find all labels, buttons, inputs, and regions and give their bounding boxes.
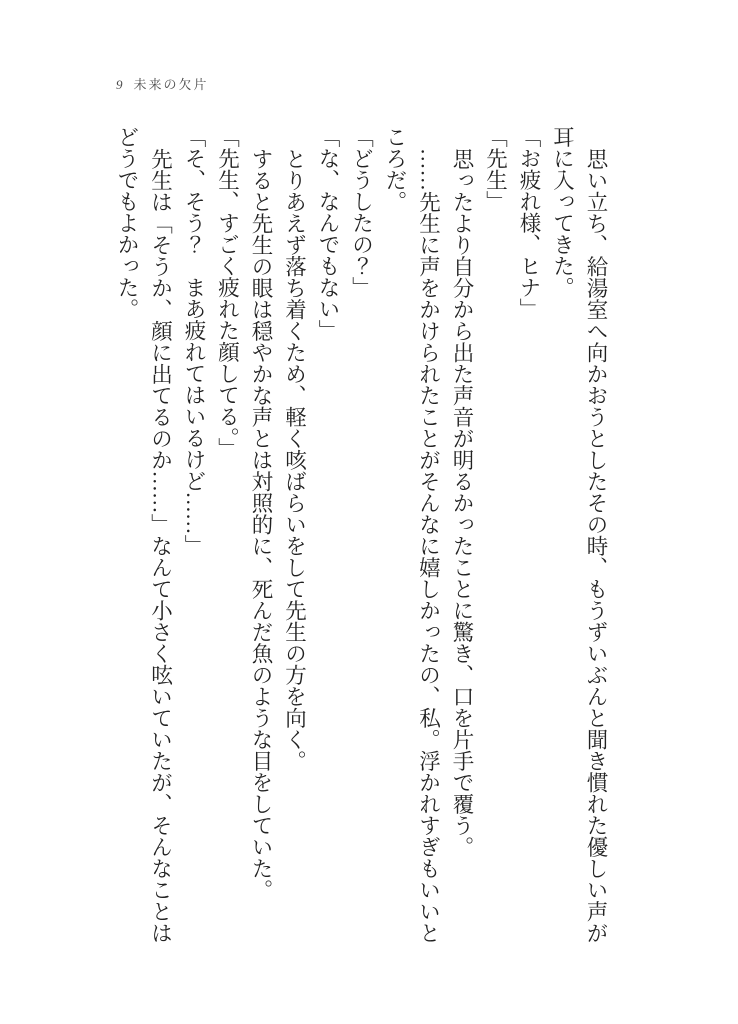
paragraph-4: 思ったより自分から出た声音が明るかったことに驚き、口を片手で覆う。 xyxy=(450,147,474,857)
paragraph-5: ……先生に声をかけられたことがそんなに嬉しかったの、私。浮かれすぎもいいところだ。 xyxy=(383,126,441,943)
paragraph-9: すると先生の眼は穏やかな声とは対照的に、死んだ魚のような目をしていた。 xyxy=(249,147,273,900)
paragraph-3: 「先生」 xyxy=(483,126,508,212)
paragraph-6: 「どうしたの？」 xyxy=(349,126,374,298)
paragraph-8: とりあえず落ち着くため、軽く咳ばらいをして先生の方を向く。 xyxy=(282,147,307,771)
running-header xyxy=(116,74,209,93)
page-body-text xyxy=(110,126,613,944)
paragraph-11: 「そ、そう？ まあ疲れてはいるけど……」 xyxy=(182,126,206,556)
page-number: 9 xyxy=(116,77,123,92)
paragraph-12: 先生は「そうか、顔に出てるのか……」なんて小さく呟いていたが、そんなことはどうでもよかった。 xyxy=(115,126,173,943)
paragraph-1: 思い立ち、給湯室へ向かおうとしたその時、もうずいぶんと聞き慣れた優しい声が耳に入ってきた。 xyxy=(550,126,608,943)
paragraph-7: 「な、なんでもない」 xyxy=(316,126,340,341)
book-title: 未来の欠片 xyxy=(133,77,209,92)
paragraph-2: 「お疲れ様、ヒナ」 xyxy=(517,126,541,320)
paragraph-10: 「先生、すごく疲れた顔してる。」 xyxy=(215,126,240,460)
